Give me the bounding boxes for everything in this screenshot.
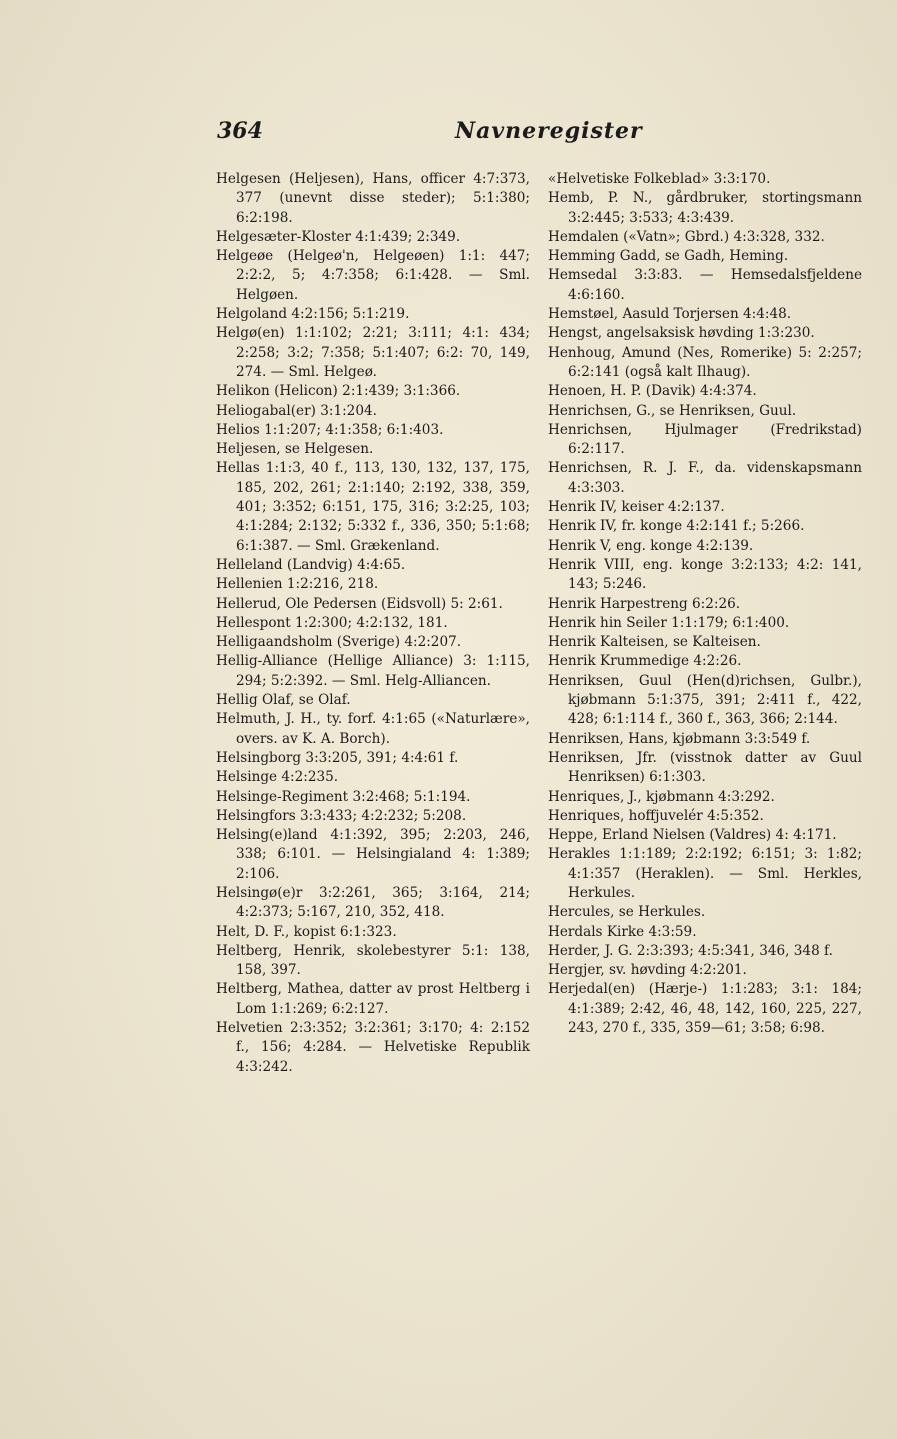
index-entry: Heppe, Erland Nielsen (Valdres) 4: 4:171.	[548, 827, 837, 844]
index-entry: «Helvetiske Folkeblad» 3:3:170.	[548, 171, 771, 187]
index-entry: Hellas 1:1:3, 40 f., 113, 130, 132, 137, 175, 185, 202, 261; 2:1:140; 2:192, 338, 359, 401; 3:352; 6:151, 175, 316; 3:2:25, 103; 4:1:284; 2:132; 5:332 f., 336, 350; 5:1:68; 6:1:387. — Sml. Grækenland.	[216, 460, 530, 554]
index-entry: Helvetien 2:3:352; 3:2:361; 3:170; 4: 2:152 f., 156; 4:284. — Helvetiske Republik 4:3:242.	[216, 1020, 530, 1075]
right-column	[548, 170, 862, 1038]
index-entry: Heljesen, se Helgesen.	[216, 441, 374, 458]
index-entry: Henrik Harpestreng 6:2:26.	[548, 595, 741, 612]
index-entry: Helios 1:1:207; 4:1:358; 6:1:403.	[216, 421, 444, 438]
index-entry: Henriksen, Guul (Hen(d)richsen, Gulbr.), kjøbmann 5:1:375, 391; 2:411 f., 422, 428; 6:1:114 f., 360 f., 363, 366; 2:144.	[548, 672, 862, 728]
index-entry: Helt, D. F., kopist 6:1:323.	[216, 923, 397, 940]
index-entry: Henriksen, Hans, kjøbmann 3:3:549 f.	[548, 730, 811, 747]
running-title: Navneregister	[455, 118, 643, 144]
index-entry: Helgeøe (Helgeø'n, Helgeøen) 1:1: 447; 2:2:2, 5; 4:7:358; 6:1:428. — Sml. Helgøen.	[216, 248, 530, 303]
index-entry: Helgø(en) 1:1:102; 2:21; 3:111; 4:1: 434; 2:258; 3:2; 7:358; 5:1:407; 6:2: 70, 149, 274. — Sml. Helgeø.	[216, 325, 530, 380]
index-entry: Helsingfors 3:3:433; 4:2:232; 5:208.	[216, 807, 467, 824]
index-entry: Henhoug, Amund (Nes, Romerike) 5: 2:257; 6:2:141 (også kalt Ilhaug).	[548, 344, 862, 380]
index-entry: Hellig Olaf, se Olaf.	[216, 692, 351, 709]
index-entry: Henrik Kalteisen, se Kalteisen.	[548, 634, 761, 651]
index-entry: Henrik hin Seiler 1:1:179; 6:1:400.	[548, 614, 790, 631]
index-entry: Helsingborg 3:3:205, 391; 4:4:61 f.	[216, 749, 459, 766]
index-entry: Herakles 1:1:189; 2:2:192; 6:151; 3: 1:82; 4:1:357 (Heraklen). — Sml. Herkles, Herkules.	[548, 846, 862, 901]
index-entry: Hemstøel, Aasuld Torjersen 4:4:48.	[548, 306, 792, 323]
index-entry: Henriques, J., kjøbmann 4:3:292.	[548, 788, 775, 805]
index-entry: Helsing(e)land 4:1:392, 395; 2:203, 246, 338; 6:101. — Helsingialand 4: 1:389; 2:106.	[216, 827, 530, 882]
index-entry: Henrichsen, Hjulmager (Fredrikstad) 6:2:117.	[548, 421, 862, 458]
index-entry: Helmuth, J. H., ty. forf. 4:1:65 («Naturlære», overs. av K. A. Borch).	[216, 711, 530, 747]
index-entry: Helsinge-Regiment 3:2:468; 5:1:194.	[216, 788, 471, 805]
index-entry: Heltberg, Mathea, datter av prost Heltberg i Lom 1:1:269; 6:2:127.	[216, 981, 530, 1017]
index-entry: Hemdalen («Vatn»; Gbrd.) 4:3:328, 332.	[548, 228, 825, 245]
index-entry: Herdals Kirke 4:3:59.	[548, 923, 697, 940]
index-entry: Helleland (Landvig) 4:4:65.	[216, 556, 406, 573]
index-entry: Hengst, angelsaksisk høvding 1:3:230.	[548, 325, 815, 342]
index-entry: Henriksen, Jfr. (visstnok datter av Guul Henriksen) 6:1:303.	[548, 749, 862, 786]
index-entry: Henoen, H. P. (Davik) 4:4:374.	[548, 383, 757, 400]
index-entry: Heliogabal(er) 3:1:204.	[216, 402, 377, 419]
index-entry: Helikon (Helicon) 2:1:439; 3:1:366.	[216, 383, 461, 400]
page-number: 364	[217, 118, 263, 144]
index-entry: Heltberg, Henrik, skolebestyrer 5:1: 138, 158, 397.	[216, 942, 530, 979]
page-header	[217, 118, 872, 152]
index-entry: Henrik IV, fr. konge 4:2:141 f.; 5:266.	[548, 518, 805, 535]
index-entry: Hemsedal 3:3:83. — Hemsedalsfjeldene 4:6:160.	[548, 267, 862, 303]
index-entry: Hercules, se Herkules.	[548, 904, 706, 921]
index-entry: Henrik V, eng. konge 4:2:139.	[548, 537, 754, 554]
index-entry: Helsinge 4:2:235.	[216, 769, 339, 786]
left-column	[216, 170, 530, 1077]
index-entry: Helligaandsholm (Sverige) 4:2:207.	[216, 634, 462, 651]
index-entry: Hellerud, Ole Pedersen (Eidsvoll) 5: 2:61.	[216, 595, 503, 612]
index-entry: Herjedal(en) (Hærje-) 1:1:283; 3:1: 184; 4:1:389; 2:42, 46, 48, 142, 160, 225, 227, 243, 270 f., 335, 359—61; 3:58; 6:98.	[548, 981, 862, 1037]
index-entry: Hellenien 1:2:216, 218.	[216, 576, 379, 593]
index-entry: Helgesen (Heljesen), Hans, officer 4:7:373, 377 (unevnt disse steder); 5:1:380; 6:2:198.	[216, 171, 530, 226]
index-entry: Henrik Krummedige 4:2:26.	[548, 653, 742, 670]
index-entry: Henriques, hoffjuvelér 4:5:352.	[548, 807, 764, 824]
index-entry: Helgesæter-Kloster 4:1:439; 2:349.	[216, 228, 461, 245]
index-entry: Henrichsen, G., se Henriksen, Guul.	[548, 402, 797, 419]
index-entry: Helsingø(e)r 3:2:261, 365; 3:164, 214; 4:2:373; 5:167, 210, 352, 418.	[216, 884, 530, 921]
index-entry: Helgoland 4:2:156; 5:1:219.	[216, 306, 410, 323]
index-entry: Henrik VIII, eng. konge 3:2:133; 4:2: 141, 143; 5:246.	[548, 556, 862, 593]
index-entry: Hemb, P. N., gårdbruker, stortingsmann 3:2:445; 3:533; 4:3:439.	[548, 190, 862, 226]
index-entry: Hellig-Alliance (Hellige Alliance) 3: 1:115, 294; 5:2:392. — Sml. Helg-Alliancen.	[216, 653, 530, 689]
index-entry: Henrichsen, R. J. F., da. videnskapsmann 4:3:303.	[548, 460, 862, 496]
index-entry: Hergjer, sv. høvding 4:2:201.	[548, 962, 747, 979]
index-entry: Herder, J. G. 2:3:393; 4:5:341, 346, 348 f.	[548, 942, 833, 959]
index-entry: Hellespont 1:2:300; 4:2:132, 181.	[216, 614, 448, 631]
index-entry: Henrik IV, keiser 4:2:137.	[548, 499, 725, 516]
index-entry: Hemming Gadd, se Gadh, Heming.	[548, 248, 789, 265]
